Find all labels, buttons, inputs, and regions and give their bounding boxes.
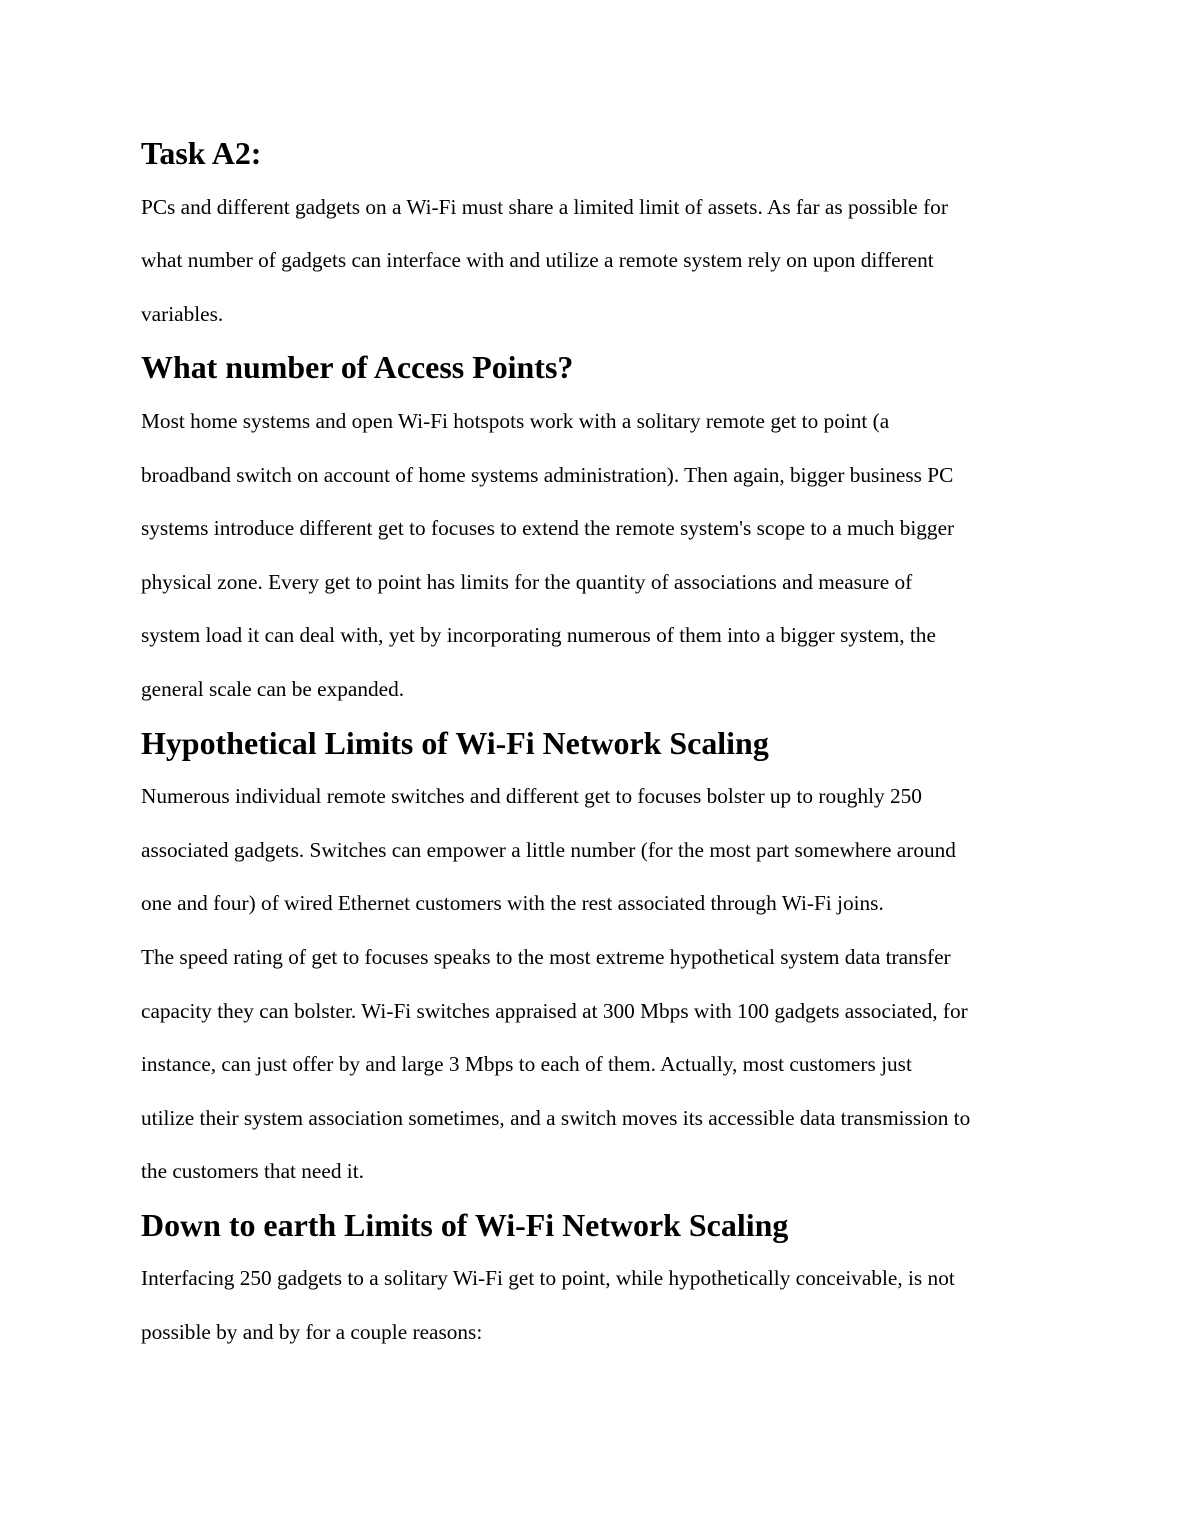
text-line: capacity they can bolster. Wi-Fi switches appraised at 300 Mbps with 100 gadgets associated, for xyxy=(141,998,968,1023)
text-line: Numerous individual remote switches and different get to focuses bolster up to roughly 250 xyxy=(141,784,922,809)
text-line: possible by and by for a couple reasons: xyxy=(141,1320,483,1345)
paragraph-practical-limits xyxy=(141,1252,1056,1359)
text-line: general scale can be expanded. xyxy=(141,676,405,701)
section-heading-access-points: What number of Access Points? xyxy=(141,350,574,386)
section-heading-task-a2: Task A2: xyxy=(141,136,262,171)
text-line: associated gadgets. Switches can empower a little number (for the most part somewhere around xyxy=(141,837,956,862)
text-line: one and four) of wired Ethernet customers with the rest associated through Wi-Fi joins. xyxy=(141,891,884,916)
text-line: variables. xyxy=(141,301,224,326)
paragraph-hypothetical-limits xyxy=(141,770,1056,1199)
section-heading-hypothetical-limits: Hypothetical Limits of Wi-Fi Network Scaling xyxy=(141,725,769,761)
text-line: Most home systems and open Wi-Fi hotspots work with a solitary remote get to point (a xyxy=(141,408,890,433)
text-line: systems introduce different get to focuses to extend the remote system's scope to a much bigger xyxy=(141,516,955,541)
section-heading-practical-limits: Down to earth Limits of Wi-Fi Network Scaling xyxy=(141,1207,789,1243)
text-line: Interfacing 250 gadgets to a solitary Wi-Fi get to point, while hypothetically conceivable, is not xyxy=(141,1266,955,1291)
text-line: physical zone. Every get to point has limits for the quantity of associations and measure of xyxy=(141,569,913,594)
text-line: utilize their system association sometimes, and a switch moves its accessible data transmission to xyxy=(141,1105,971,1130)
text-line: what number of gadgets can interface with and utilize a remote system rely on upon different xyxy=(141,248,934,273)
text-line: The speed rating of get to focuses speaks to the most extreme hypothetical system data transfer xyxy=(141,944,951,969)
document-page xyxy=(141,127,1056,1360)
text-line: PCs and different gadgets on a Wi-Fi must share a limited limit of assets. As far as possible for xyxy=(141,194,948,219)
paragraph-intro xyxy=(141,181,1056,342)
text-line: broadband switch on account of home systems administration). Then again, bigger business PC xyxy=(141,462,954,487)
paragraph-access-points xyxy=(141,395,1056,717)
text-line: the customers that need it. xyxy=(141,1159,364,1184)
text-line: system load it can deal with, yet by incorporating numerous of them into a bigger system, the xyxy=(141,623,936,648)
text-line: instance, can just offer by and large 3 Mbps to each of them. Actually, most customers just xyxy=(141,1052,912,1077)
